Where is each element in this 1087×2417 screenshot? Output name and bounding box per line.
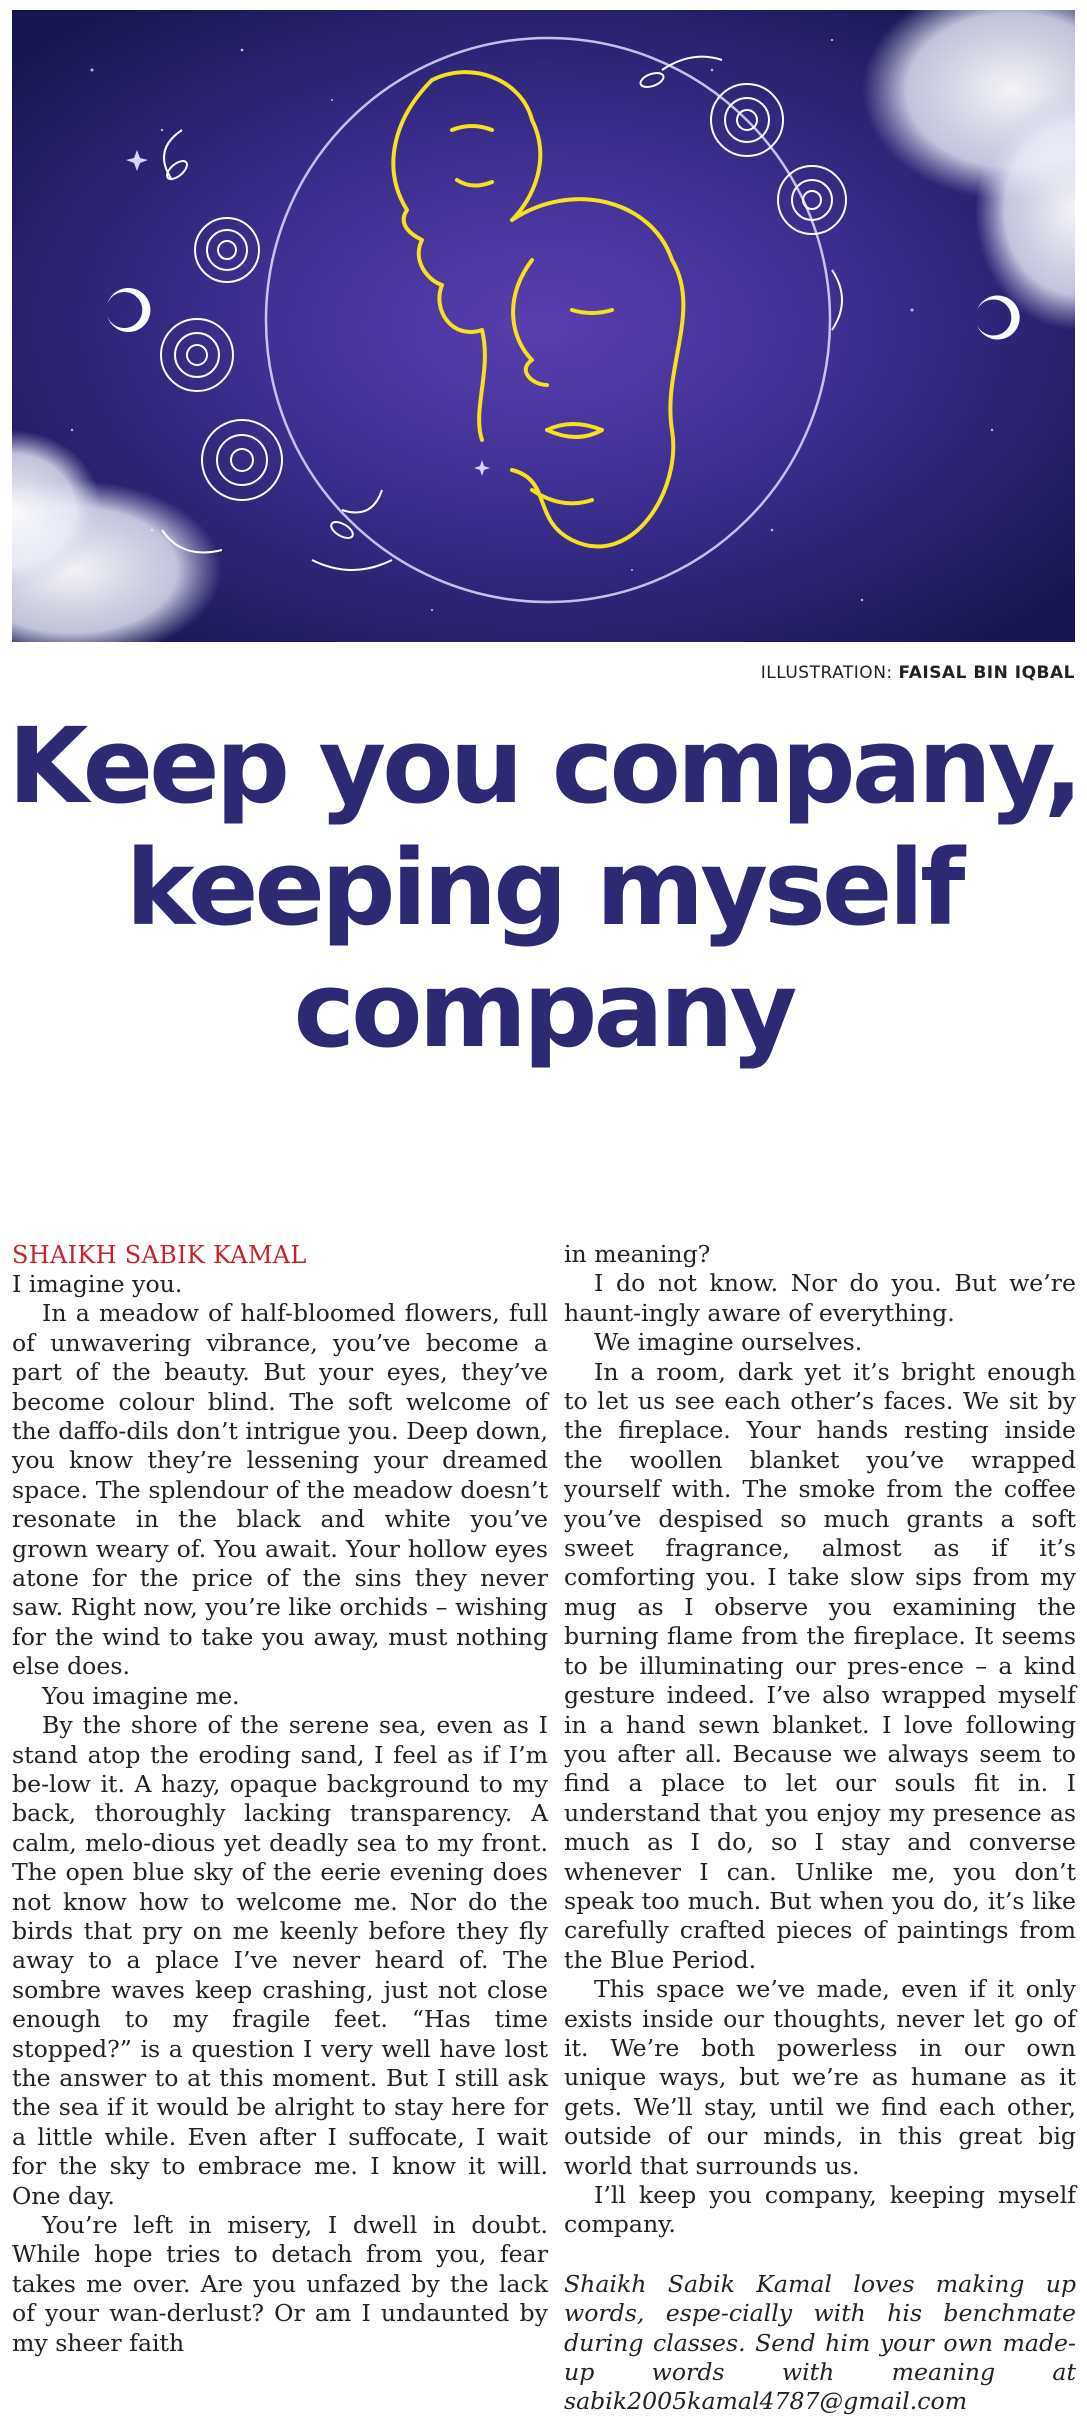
paragraph: This space we’ve made, even if it only exists inside our thoughts, never let go of it. We’re both powerless in our own unique ways, but we’re as humane as it gets. We’ll stay, until we find each other, outside of our minds, in this great big world that surrounds us.: [564, 1975, 1076, 2180]
paragraph: You imagine me.: [42, 1681, 240, 1710]
author-bio: Shaikh Sabik Kamal loves making up words, espe-cially with his benchmate during classes. Send him your own made-up words with meaning at sabik2005kamal4787@gmail.com: [564, 2269, 1076, 2416]
paragraph: You’re left in misery, I dwell in doubt. While hope tries to detach from you, fear takes me over. Are you unfazed by the lack of your wan-derlust? Or am I undaunted by my sheer faith: [12, 2211, 548, 2357]
illustration-art: [12, 10, 1075, 642]
headline-line-3: company: [293, 949, 794, 1071]
paragraph: In a meadow of half-bloomed flowers, full of unwavering vibrance, you’ve become a part of the beauty. But your eyes, they’ve become colour blind. The soft welcome of the daffo-dils don’t intrigue you. Deep down, you know they’re lessening your dreamed space. The splendour of the meadow doesn’t resonate in the black and white you’ve grown weary of. You await. Your hollow eyes atone for the price of the sins they never saw. Right now, you’re like orchids – wishing for the wind to take you away, must nothing else does.: [12, 1299, 548, 1681]
headline: [0, 705, 1087, 1071]
credit-prefix: ILLUSTRATION:: [760, 663, 899, 683]
paragraph: in meaning?: [564, 1240, 711, 1268]
paragraph: I’ll keep you company, keeping myself company.: [564, 2181, 1076, 2239]
credit-name: FAISAL BIN IQBAL: [898, 663, 1075, 683]
paragraph: We imagine ourselves.: [594, 1328, 863, 1357]
paragraph: I imagine you.: [12, 1270, 183, 1298]
byline: SHAIKH SABIK KAMAL: [12, 1241, 307, 1269]
paragraph: By the shore of the serene sea, even as I stand atop the eroding sand, I feel as if I’m be-low it. A hazy, opaque background to my back, thoroughly lacking transparency. A calm, melo-dious yet deadly sea to my front. The open blue sky of the eerie evening does not know how to welcome me. Nor do the birds that pry on me keenly before they fly away to a place I’ve never heard of. The sombre waves keep crashing, just not close enough to my fragile feet. “Has time stopped?” is a question I very well have lost the answer to at this moment. But I still ask the sea if it would be alright to stay here for a little while. Even after I suffocate, I wait for the sky to embrace me. I know it will. One day.: [12, 1711, 548, 2210]
article-column-right: [564, 1240, 1076, 2417]
illustration-credit: [761, 663, 1075, 683]
paragraph: In a room, dark yet it’s bright enough to let us see each other’s faces. We sit by the fireplace. Your hands resting inside the woollen blanket you’ve wrapped yourself with. The smoke from the coffee you’ve despised so much grants a soft sweet fragrance, almost as if it’s comforting you. I take slow sips from my mug as I observe you examining the burning flame from the fireplace. It seems to be illuminating our pres-ence – a kind gesture indeed. I’ve also wrapped myself in a hand sewn blanket. I love following you after all. Because we always seem to find a place to let our souls fit in. I understand that you enjoy my presence as much as I do, so I stay and converse whenever I can. Unlike me, you don’t speak too much. But when you do, it’s like carefully crafted pieces of paintings from the Blue Period.: [564, 1357, 1076, 1974]
illustration: [12, 10, 1075, 642]
headline-line-2: keeping myself: [125, 827, 962, 949]
headline-line-1: Keep you company,: [7, 705, 1080, 827]
article-column-left: [12, 1240, 548, 2358]
paragraph: I do not know. Nor do you. But we’re haunt-ingly aware of everything.: [564, 1269, 1076, 1327]
